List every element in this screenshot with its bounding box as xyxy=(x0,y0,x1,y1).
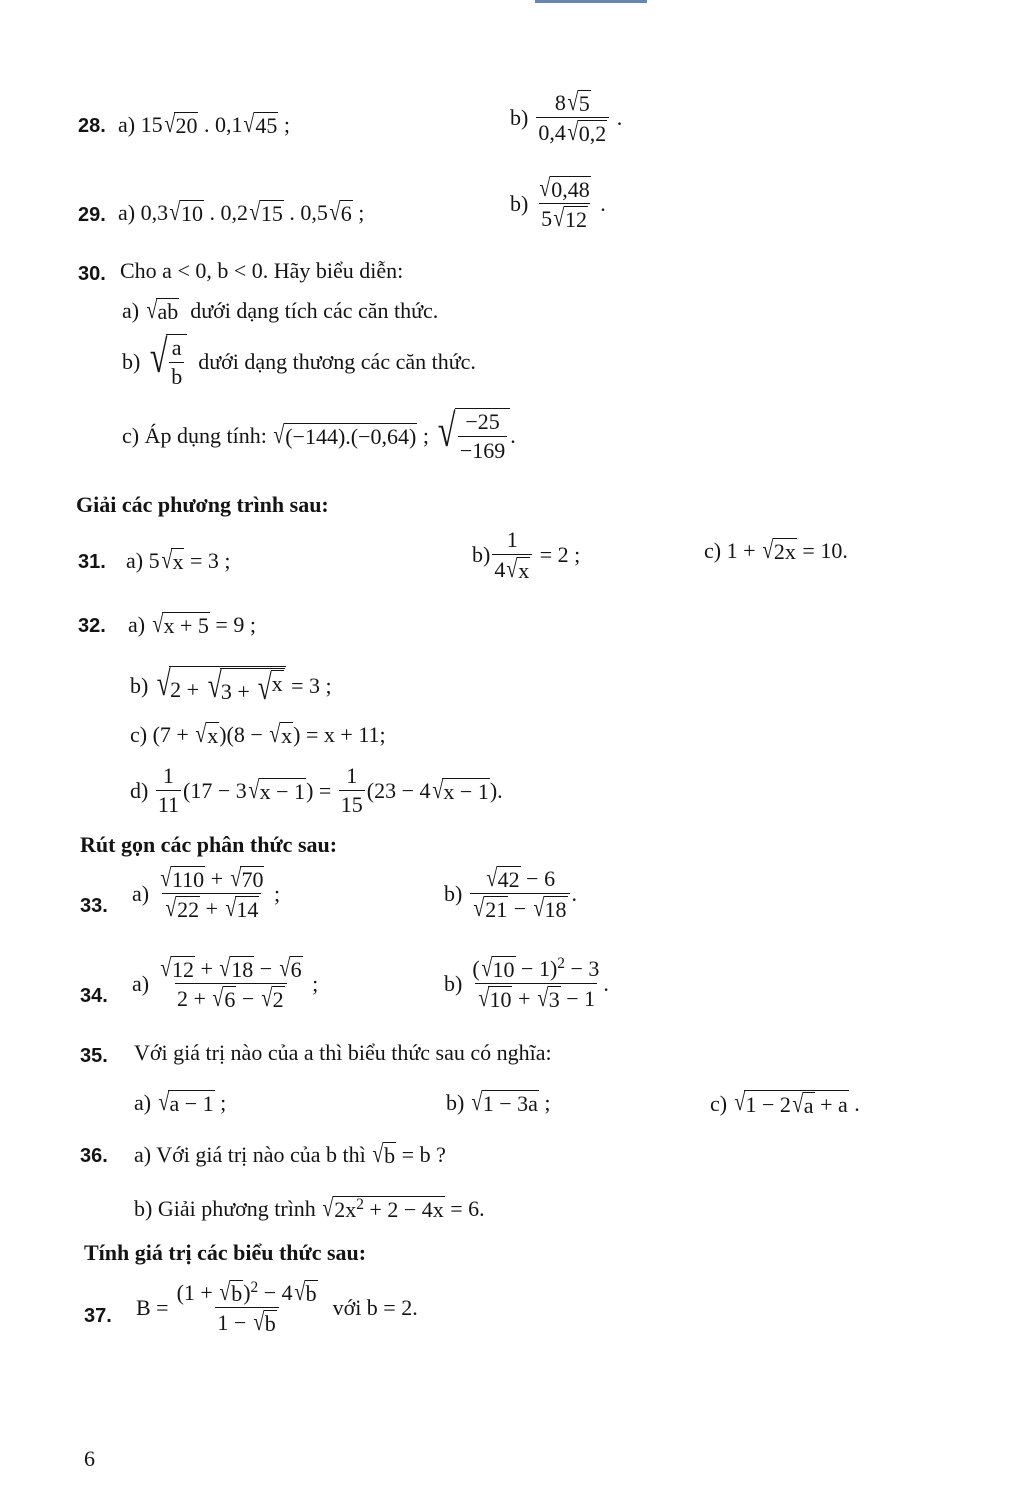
problem-32-number: 32. xyxy=(78,615,106,637)
problem-30-number: 30. xyxy=(78,263,106,285)
problem-35-intro: Với giá trị nào của a thì biểu thức sau có nghĩa: xyxy=(134,1040,552,1065)
page-number: 6 xyxy=(84,1446,95,1471)
problem-31b: b) 1 4 √ x = 2 ; xyxy=(472,527,581,584)
problem-35-number: 35. xyxy=(80,1045,108,1067)
problem-28-number: 28. xyxy=(78,115,106,137)
problem-37: B = (1 + √ b )$^2$ − 4 √ b 1 − √ b với b = 2. xyxy=(136,1278,418,1337)
problem-33b: b) √ 42 − 6 √ 21 − √ 18 . xyxy=(444,864,578,923)
problem-31c: c) 1 + √ 2x = 10. xyxy=(704,536,848,564)
heading-solve-equations: Giải các phương trình sau: xyxy=(76,492,329,517)
problem-29-number: 29. xyxy=(78,204,106,226)
heading-evaluate-expressions: Tính giá trị các biểu thức sau: xyxy=(84,1240,367,1265)
problem-31-number: 31. xyxy=(78,551,106,573)
problem-35b: b) √ 1 − 3a ; xyxy=(446,1088,551,1116)
problem-30-intro: Cho a < 0, b < 0. Hãy biểu diễn: xyxy=(120,258,404,283)
problem-35c: c) √ 1 − 2 √ a + a . xyxy=(710,1088,860,1118)
problem-30b: b) √ $\frac{a}{b}$ dưới dạng thương các căn thức. xyxy=(122,331,476,390)
problem-36b: b) Giải phương trình √ $2x^2 + 2 - 4x$ = 6. xyxy=(134,1194,485,1222)
heading-simplify-fractions: Rút gọn các phân thức sau: xyxy=(80,832,338,857)
problem-28a: a) 15 √ 20 . 0,1 √ 45 ; xyxy=(118,110,290,138)
problem-34-number: 34. xyxy=(80,985,108,1007)
problem-29a: a) 0,3 √ 10 . 0,2 √ 15 . 0,5 √ 6 ; xyxy=(118,198,365,226)
problem-30a: a) √ ab dưới dạng tích các căn thức. xyxy=(122,296,439,324)
problem-33-number: 33. xyxy=(80,895,108,917)
problem-36-number: 36. xyxy=(80,1145,108,1167)
problem-37-number: 37. xyxy=(84,1305,112,1327)
problem-36a: a) Với giá trị nào của b thì √ b = b ? xyxy=(134,1140,446,1168)
problem-34b: b) ( √ 10 − 1)$^2$ − 3 √ 10 + √ 3 − 1 . xyxy=(444,954,609,1013)
problem-33a: a) √ 110 + √ 70 √ 22 + √ 14 ; xyxy=(132,864,281,923)
problem-32a: a) √ x + 5 = 9 ; xyxy=(128,610,256,638)
problem-32c: c) (7 + √ x )(8 − √ x ) = x + 11; xyxy=(130,720,386,748)
problem-29b: b) √ 0,48 5 √ 12 . xyxy=(510,174,606,233)
problem-30c: c) Áp dụng tính: √ (−144).(−0,64) ; √ $\frac{-25}{-169}$ . xyxy=(122,405,516,464)
problem-34a: a) √ 12 + √ 18 − √ 6 2 + √ 6 − √ 2 ; xyxy=(132,954,319,1013)
problem-32b: b) √ 2 + √ 3 + √ x = 3 ; xyxy=(130,664,332,707)
problem-28b: b) 8 √ 5 0,4 √ 0,2 . xyxy=(510,88,623,147)
problem-31a: a) 5 √ x = 3 ; xyxy=(126,546,231,574)
problem-32d: d) 1 11 (17 − 3 √ x − 1 ) = 1 15 (23 − 4 √ x − 1 ). xyxy=(130,763,503,818)
problem-35a: a) √ a − 1 ; xyxy=(134,1088,227,1116)
top-rule xyxy=(535,0,647,3)
